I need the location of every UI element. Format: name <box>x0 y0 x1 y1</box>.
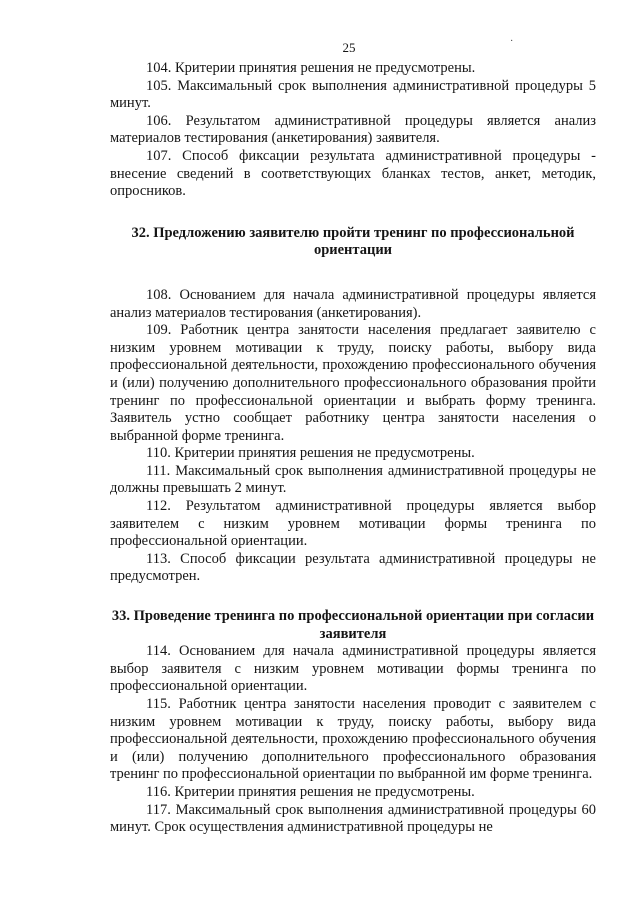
paragraph-113: 113. Способ фиксации результата административной процедуры не предусмотрен. <box>110 550 596 585</box>
paragraph-106: 106. Результатом административной процедуры является анализ материалов тестирования (анкетирования) заявителя. <box>110 112 596 147</box>
section-32-body <box>110 287 596 586</box>
scan-speck: · <box>510 36 514 47</box>
paragraph-112: 112. Результатом административной процедуры является выбор заявителем с низким уровнем мотивации формы тренинга по профессиональной ориентации. <box>110 498 596 550</box>
section-33-heading: 33. Проведение тренинга по профессиональной ориентации при согласии заявителя <box>111 608 595 642</box>
paragraph-107: 107. Способ фиксации результата административной процедуры - внесение сведений в соответствующих бланках тестов, анкет, методик, опросников. <box>110 147 596 200</box>
section-32-heading: 32. Предложению заявителю пройти тренинг по профессиональной ориентации <box>131 224 575 259</box>
paragraph-116: 116. Критерии принятия решения не предусмотрены. <box>146 783 475 800</box>
page-number: 25 <box>342 40 356 55</box>
paragraph-117: 117. Максимальный срок выполнения административной процедуры 60 минут. Срок осуществления административной процедуры не <box>110 801 596 836</box>
paragraph-110: 110. Критерии принятия решения не предусмотрены. <box>146 445 475 462</box>
intro-paragraphs <box>110 60 596 201</box>
section-33-body <box>110 643 596 837</box>
paragraph-115: 115. Работник центра занятости населения проводит с заявителем с низким уровнем мотивации к труду, поиску работы, выбору вида профессиональной деятельности, прохождению профессионального обучения и (или) получению дополнительного профессионального образования тренинг по профессиональной ориентации по выбранной им форме тренинга. <box>110 696 596 783</box>
paragraph-109: 109. Работник центра занятости населения предлагает заявителю с низким уровнем мотивации к труду, поиску работы, выбору вида профессиональной деятельности, прохождению профессионального обучения и (или) получению дополнительного профессионального образования пройти тренинг по профессиональной ориентации и выбрать форму тренинга. Заявитель устно сообщает работнику центра занятости населения о выбранной форме тренинга. <box>110 322 596 444</box>
paragraph-111: 111. Максимальный срок выполнения административной процедуры не должны превышать 2 минут. <box>110 462 596 497</box>
paragraph-105: 105. Максимальный срок выполнения административной процедуры 5 минут. <box>110 77 596 112</box>
paragraph-104: 104. Критерии принятия решения не предусмотрены. <box>146 60 476 76</box>
paragraph-108: 108. Основанием для начала административной процедуры является анализ материалов тестирования (анкетирования). <box>110 286 596 321</box>
paragraph-114: 114. Основанием для начала административной процедуры является выбор заявителя с низким уровнем мотивации формы тренинга по профессиональной ориентации. <box>110 643 596 695</box>
